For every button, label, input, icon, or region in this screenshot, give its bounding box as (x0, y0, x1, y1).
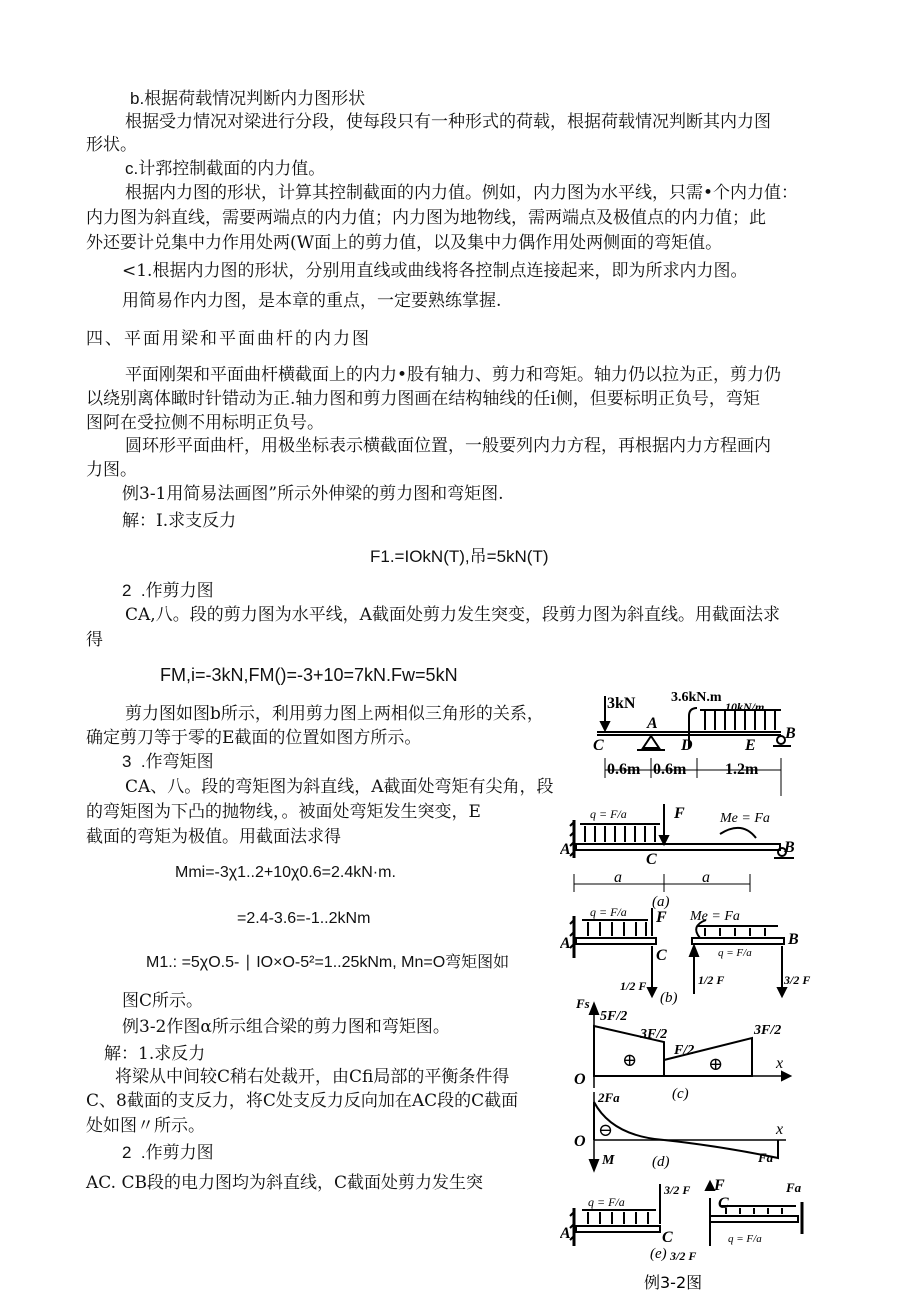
figure-3-2 (560, 798, 815, 1298)
q-label-b2: q = F/a (718, 947, 752, 959)
line-24: 确定剪刀等于零的E截面的位置如图方所示。 (86, 728, 422, 748)
point-a-a: A (560, 841, 571, 858)
q-label-a: q = F/a (590, 807, 627, 821)
moment-axis-label: M (602, 1153, 615, 1168)
line-4: c.计郛控制截面的内力值。 (125, 159, 326, 178)
reaction-half-f-right: 1/2 F (698, 973, 725, 987)
origin-d: O (574, 1133, 586, 1150)
line-5: 根据内力图的形状，计算其控制截面的内力值。例如，内力图为水平线，只需•个内力值： (125, 183, 799, 203)
section-heading-4: 四、平面用梁和平面曲杆的内力图 (86, 329, 371, 349)
moment-e-fa: Fa (786, 1180, 802, 1195)
pin-support-a (643, 736, 659, 748)
dim-a-2: a (702, 869, 710, 886)
moment-formula-1: Mmi=-3χ1..2+10χ0.6=2.4kN·m. (175, 864, 396, 881)
line-20: CA,八。段的剪力图为水平线，A截面处剪力发生突变，段剪力图为斜直线。用截面法求 (125, 605, 780, 625)
reaction-formula: F1.=IOkN(T),吊=5kN(T) (370, 547, 549, 566)
roller-support-b (777, 736, 785, 744)
shear-value-3f2: 3F/2 (640, 1027, 668, 1042)
force-label-a: F (674, 805, 685, 822)
reaction-three-half-f: 3/2 F (784, 973, 811, 987)
fig1-point-c: C (593, 737, 604, 754)
reaction-e-top: 3/2 F (664, 1183, 691, 1197)
shear-axis-label: Fs (576, 996, 590, 1011)
line-8: <1.根据内力图的形状，分别用直线或曲线将各控制点连接起来，即为所求内力图。 (122, 261, 748, 281)
line-19: 2 .作剪力图 (122, 581, 214, 600)
line-23: 剪力图如图b所示，利用剪力图上两相似三角形的关系， (125, 704, 544, 724)
reaction-e-bottom: 3/2 F (670, 1249, 697, 1263)
line-28: 截面的弯矩为极值。用截面法求得 (86, 827, 341, 847)
line-26: CA、八。段的弯矩图为斜直线，A截面处弯矩有尖角，段 (125, 777, 554, 797)
line-34: 解：1.求反力 (104, 1044, 206, 1064)
point-c-e-right: C (718, 1195, 729, 1212)
line-15: 力图。 (86, 460, 137, 480)
panel-label-d: (d) (652, 1154, 670, 1170)
moment-formula-2: =2.4-3.6=-1..2kNm (237, 910, 371, 927)
line-6: 内力图为斜直线，需要两端点的内力值；内力图为地物线，需两端点及极值点的内力值；此 (86, 208, 766, 228)
line-14: 圆环形平面曲杆，用极坐标表示横截面位置，一般要列内力方程，再根据内力方程画内 (125, 436, 771, 456)
fig1-dim-2: 0.6m (653, 761, 687, 778)
fig1-point-d: D (681, 737, 693, 754)
point-a-b: A (560, 935, 571, 952)
line-13: 图阿在受拉侧不用标明正负号。 (86, 413, 324, 433)
fig1-dist-load-label: 10kN/m (725, 700, 765, 714)
load-arrow-head (601, 722, 609, 730)
x-axis-d: x (776, 1121, 784, 1138)
line-38: 2 .作剪力图 (122, 1143, 214, 1162)
figure-3-2-caption: 例3-2图 (644, 1273, 703, 1292)
line-25: 3 .作弯矩图 (122, 752, 214, 771)
line-36: C、8截面的支反力，将C处支反力反向加在AC段的C截面 (86, 1091, 519, 1111)
beam-figure-3-1 (585, 688, 810, 796)
dim-a-1: a (614, 869, 622, 886)
minus-sign: ⊖ (598, 1120, 614, 1140)
moment-value-fa: Fa (758, 1150, 774, 1165)
shear-value-3f2-right: 3F/2 (754, 1023, 782, 1038)
point-c-a: C (646, 851, 657, 868)
line-17: 解：I.求支反力 (122, 511, 237, 531)
line-27: 的弯矩图为下凸的抛物线，。被面处弯矩发生突变，E (86, 802, 481, 822)
line-12: 以绕别离体瞰时针错动为正.轴力图和剪力图画在结构轴线的任i侧，但要标明正负号，弯矩 (86, 389, 760, 409)
line-3: 形状。 (86, 135, 137, 155)
line-35: 将梁从中间较C稍右处裁开，由Cfi局部的平衡条件得 (115, 1067, 510, 1087)
moment-label-a: Me = Fa (720, 811, 770, 826)
shear-value-5f2: 5F/2 (600, 1009, 628, 1024)
line-2: 根据受力情况对梁进行分段，使每段只有一种形式的荷载，根据荷载情况判断其内力图 (125, 112, 771, 132)
fig1-dim-3: 1.2m (725, 761, 759, 778)
panel-label-a: (a) (652, 894, 670, 910)
line-21: 得 (86, 630, 103, 650)
fig1-dim-1: 0.6m (607, 761, 641, 778)
line-1: b.根据荷载情况判断内力图形状 (130, 89, 366, 108)
q-label-e: q = F/a (588, 1195, 625, 1209)
line-11: 平面刚架和平面曲杆横截面上的内力•股有轴力、剪力和弯矩。轴力仍以拉为正，剪力仍 (125, 365, 782, 385)
fig1-load-label: 3kN (607, 695, 636, 712)
shear-values-formula: FM,i=-3kN,FM()=-3+10=7kN.Fw=5kN (160, 665, 458, 685)
panel-label-b: (b) (660, 990, 678, 1006)
fig1-moment-label: 3.6kN.m (671, 690, 722, 705)
point-c-b: C (656, 947, 667, 964)
line-37: 处如图〃所示。 (86, 1116, 205, 1136)
moment-formula-3: M1.: =5χO.5- ∣ IO×O-5²=1..25kNm, Mn=O弯矩图如 (146, 954, 510, 971)
line-9: 用简易作内力图，是本章的重点，一定要熟练掌握. (122, 291, 502, 311)
x-axis-c: x (776, 1055, 784, 1072)
force-label-b: F (656, 909, 667, 926)
panel-label-c: (c) (672, 1086, 689, 1102)
moment-label-b: Me = Fa (690, 909, 740, 924)
fig1-point-a: A (647, 715, 658, 732)
force-label-e: F (714, 1177, 725, 1194)
plus-sign-right: ⊕ (708, 1054, 724, 1074)
point-a-e: A (560, 1225, 571, 1242)
q-label-b: q = F/a (590, 905, 627, 919)
point-b-a: B (784, 839, 795, 856)
example-3-1-title: 例3-1用简易法画图”所示外伸梁的剪力图和弯矩图. (122, 484, 504, 504)
panel-label-e: (e) (650, 1246, 667, 1262)
panel-b (570, 908, 786, 996)
line-32: 图C所示。 (122, 991, 204, 1011)
origin-c: O (574, 1071, 586, 1088)
line-39: AC. CB段的电力图均为斜直线，C截面处剪力发生突 (86, 1173, 483, 1193)
moment-value-2fa: 2Fa (598, 1090, 620, 1105)
reaction-half-f: 1/2 F (620, 979, 647, 993)
fig1-point-b: B (785, 725, 796, 742)
point-c-e: C (662, 1229, 673, 1246)
plus-sign-left: ⊕ (622, 1050, 638, 1070)
shear-value-f2: F/2 (674, 1043, 695, 1058)
example-3-2-title: 例3-2作图α所示组合梁的剪力图和弯矩图。 (122, 1017, 450, 1037)
q-label-e2: q = F/a (728, 1233, 762, 1245)
line-7: 外还要计兑集中力作用处两(W面上的剪力值，以及集中力偶作用处两侧面的弯矩值。 (86, 233, 723, 253)
point-b-b: B (788, 931, 799, 948)
fig1-point-e: E (745, 737, 756, 754)
